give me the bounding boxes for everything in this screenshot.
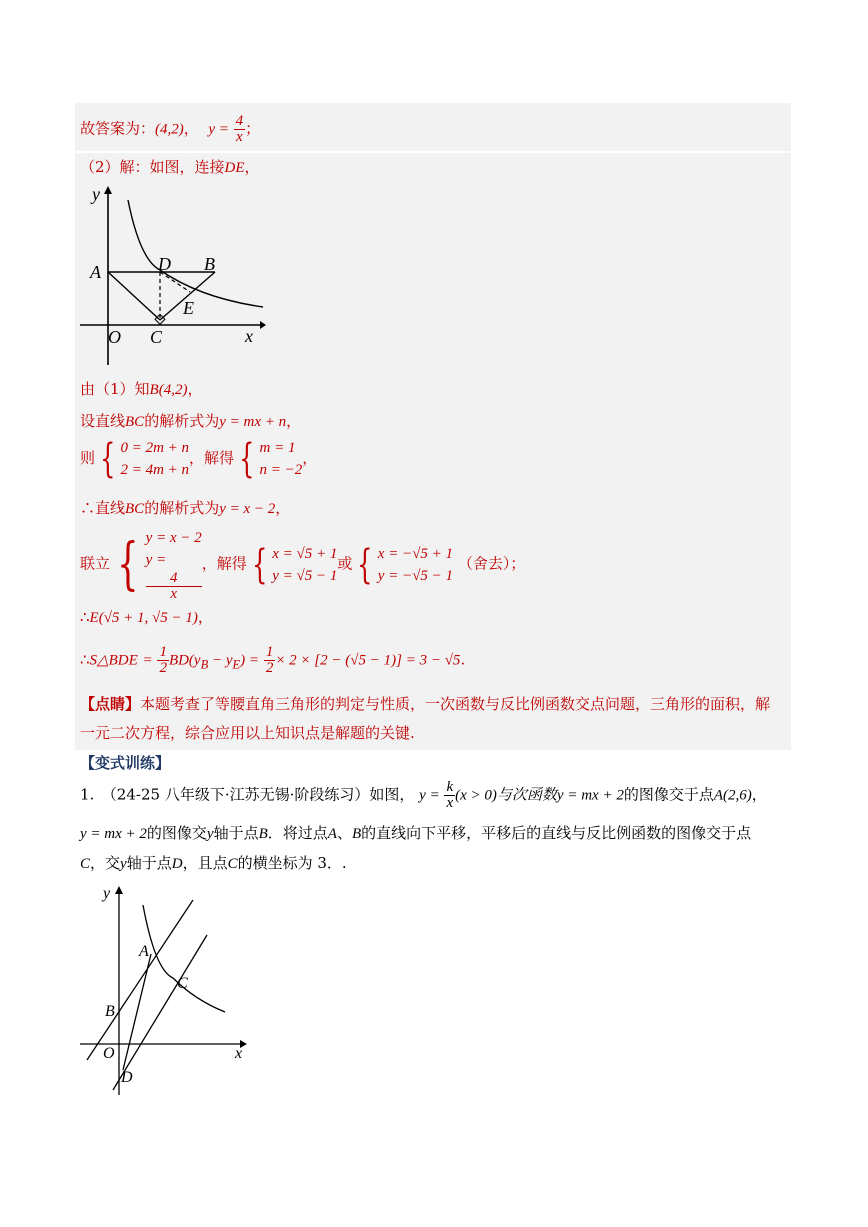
fraction: $\frac{4}{x}$ [235,113,244,145]
label-y: y [103,885,111,902]
label-O: O [103,1045,115,1062]
step-4: ∴直线BC的解析式为y = x − 2， [80,499,291,517]
step-2: 设直线BC的解析式为y = mx + n， [80,412,302,430]
problem-line-2: y = mx + 2的图像交y轴于点B．将过点A、B的直线向下平移，平移后的直线与反比例函数的图像交于点 [80,824,752,842]
step-1: 由（1）知B(4,2)， [80,380,203,398]
label-D: D [158,254,171,274]
figure-1 [80,180,280,370]
part2-intro: （2）解：如图，连接DE， [80,158,260,176]
label-B: B [105,1003,115,1020]
answer-line: 故答案为：(4,2)， y = $\frac{4}{x}$ ； [80,113,261,145]
problem-line-3: C，交y轴于点D，且点C的横坐标为 3．. [80,854,347,872]
step-7: ∴S△BDE = $\frac{1}{2}$ $BD(y_B - y_E)$ = $\frac{1}{2}$ × 2 × [2 − (√5 − 1)] = 3 − √5. [80,644,466,676]
comment-line-2: 一元二次方程，综合应用以上知识点是解题的关键. [80,724,415,742]
label-D: D [121,1069,133,1086]
label-E: E [183,298,194,318]
comment-line-1: 【点睛】本题考查了等腰直角三角形的判定与性质，一次函数与反比例函数交点问题，三角形的面积，解 [80,695,771,713]
figure-2 [75,880,265,1100]
step-5: 联立 { y = x − 2 y = 4 x ，解得 { x = √5 + 1 y = √5 − 1 或 { x = −√5 + 1 y = −√5 − 1 （舍去）； [80,530,526,602]
label-B: B [204,254,215,274]
label-O: O [108,327,121,347]
label-C: C [177,975,188,992]
label-A: A [90,262,101,282]
label-C: C [150,327,163,347]
step-3: 则 { 0 = 2m + n 2 = 4m + n ，解得 { m = 1 n = −2 ， [80,436,318,482]
variant-title: 【变式训练】 [80,754,171,772]
label-x: x [235,1045,243,1062]
label-x: x [245,326,253,346]
label-A: A [139,943,149,960]
step-6: ∴E(√5 + 1, √5 − 1)， [80,608,213,626]
label-y: y [92,184,100,204]
problem-line-1: 1. （24-25 八年级下·江苏无锡·阶段练习）如图， y = $\frac{k}{x}$ (x > 0)与次函数y = mx + 2的图像交于点A(2,6)， [80,779,767,811]
